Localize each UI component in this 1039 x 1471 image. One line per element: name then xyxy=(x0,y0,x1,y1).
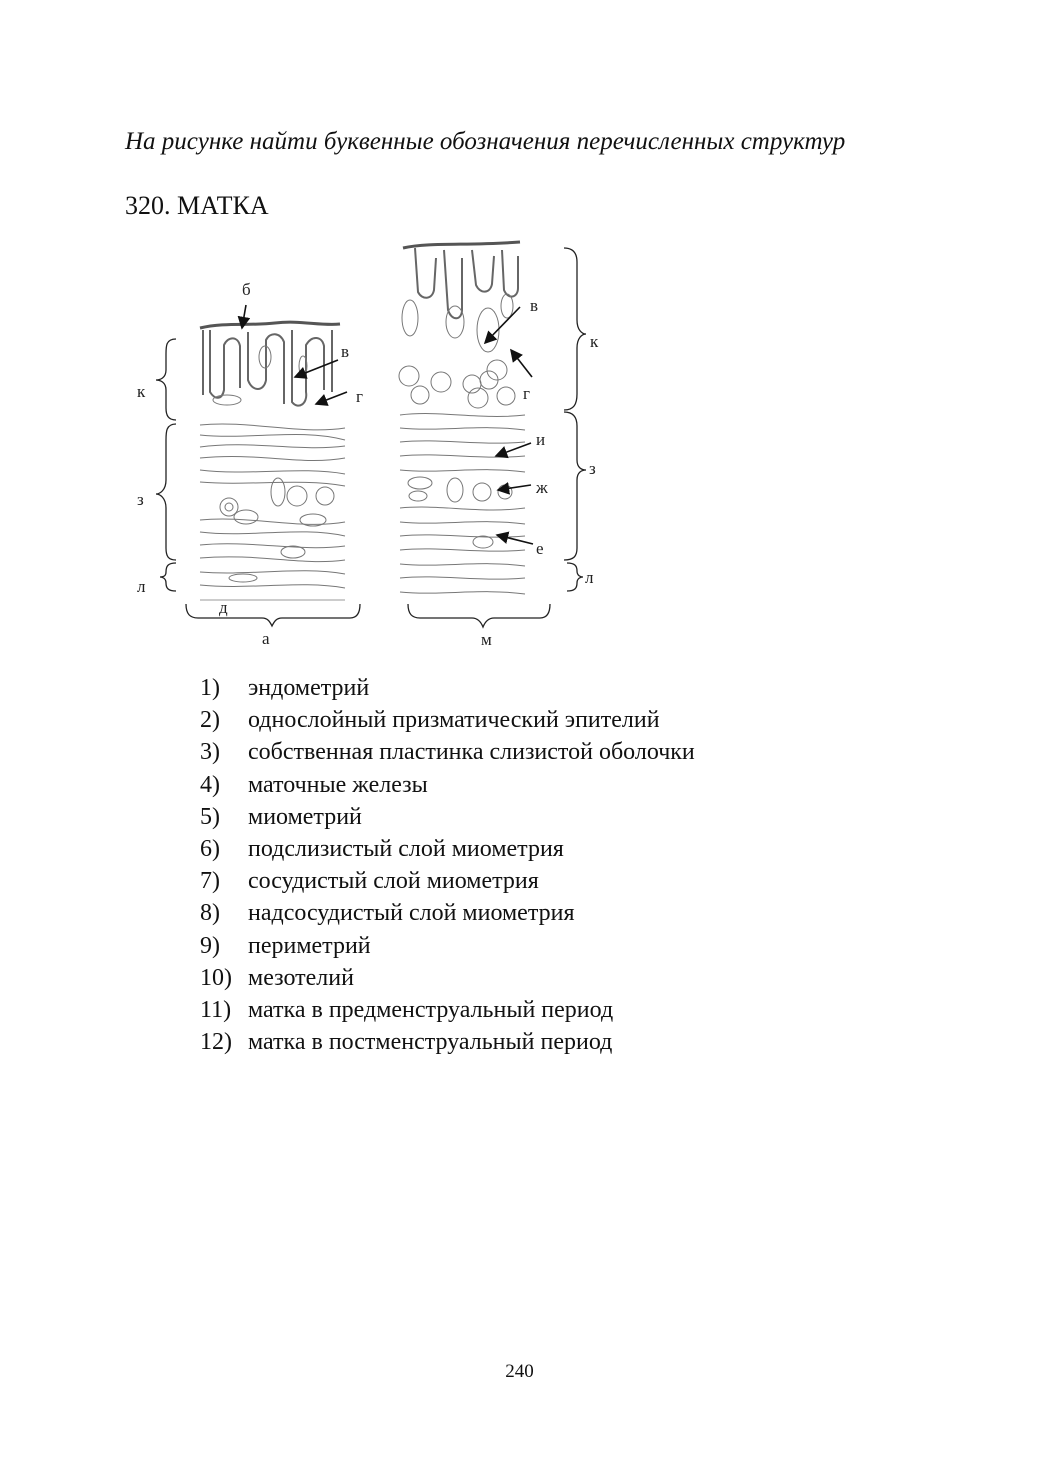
legend-text: матка в предменструальный период xyxy=(248,997,614,1024)
legend-item xyxy=(200,865,695,897)
label-zh: ж xyxy=(536,478,548,497)
label-i: и xyxy=(536,430,546,449)
legend-number: 6) xyxy=(200,836,220,863)
label-a: а xyxy=(262,629,270,648)
legend-text: мезотелий xyxy=(248,964,354,991)
legend-text: собственная пластинка слизистой оболочки xyxy=(248,739,695,766)
legend-item xyxy=(200,736,695,768)
legend-item xyxy=(200,672,695,704)
legend-number: 3) xyxy=(200,739,220,766)
legend-text: однослойный призматический эпителий xyxy=(248,707,660,734)
legend-text: подслизистый слой миометрия xyxy=(248,836,564,863)
legend-text: маточные железы xyxy=(248,771,428,798)
legend-item xyxy=(200,833,695,865)
legend-number: 11) xyxy=(200,997,232,1024)
legend-text: миометрий xyxy=(248,803,362,830)
legend-text: сосудистый слой миометрия xyxy=(248,868,539,895)
legend-item xyxy=(200,769,695,801)
uterus-histology-figure xyxy=(0,0,1039,700)
label-k-right: к xyxy=(590,332,599,351)
legend-number: 7) xyxy=(200,868,220,895)
pointer-arrows xyxy=(242,305,533,544)
label-z-left: з xyxy=(137,490,144,509)
label-l-right: л xyxy=(585,568,594,587)
legend-text: надсосудистый слой миометрия xyxy=(248,900,575,927)
legend-number: 1) xyxy=(200,675,220,701)
panel-m-drawing xyxy=(399,242,525,594)
label-k-left: к xyxy=(137,382,146,401)
label-l-left: л xyxy=(137,577,146,596)
label-v-left: в xyxy=(341,342,350,361)
panel-a-drawing xyxy=(200,322,345,600)
legend-item xyxy=(200,704,695,736)
legend-number: 2) xyxy=(200,707,220,734)
legend-text: матка в постменструальный период xyxy=(248,1029,613,1056)
section-title: 320. МАТКА xyxy=(125,191,269,220)
legend-number: 12) xyxy=(200,1029,232,1056)
legend-text: периметрий xyxy=(248,932,371,959)
label-g-left: г xyxy=(356,387,363,406)
legend-item xyxy=(200,897,695,929)
label-m: м xyxy=(481,630,492,649)
legend-item xyxy=(200,994,695,1026)
structure-legend-list xyxy=(200,672,695,1058)
braces xyxy=(156,248,586,627)
legend-item xyxy=(200,930,695,962)
legend-text: эндометрий xyxy=(248,675,370,701)
legend-number: 5) xyxy=(200,803,220,830)
legend-item xyxy=(200,962,695,994)
label-b: б xyxy=(242,280,251,299)
legend-item xyxy=(200,801,695,833)
legend-number: 4) xyxy=(200,771,220,798)
label-e: е xyxy=(536,539,544,558)
label-z-right: з xyxy=(589,459,596,478)
legend-number: 10) xyxy=(200,964,232,991)
label-d: д xyxy=(219,598,228,617)
legend-number: 9) xyxy=(200,932,220,959)
label-v-right: в xyxy=(530,296,539,315)
page-number: 240 xyxy=(505,1361,534,1382)
legend-number: 8) xyxy=(200,900,220,927)
instruction-text: На рисунке найти буквенные обозначения перечисленных структур xyxy=(125,128,846,155)
legend-item xyxy=(200,1026,695,1058)
label-g-right: г xyxy=(523,384,530,403)
